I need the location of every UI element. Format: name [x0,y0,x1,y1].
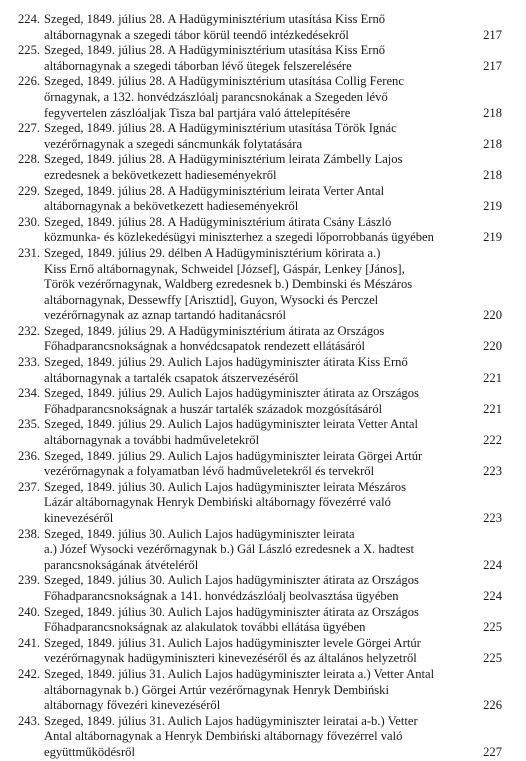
entry-line [44,324,502,340]
entry-line [44,449,502,465]
list-item [18,573,502,604]
entry-list [18,12,502,761]
page-number: 224 [483,557,502,572]
page-number: 219 [483,199,502,214]
entry-text: altábornagynak a bekövetkezett hadieseményekről [44,199,299,214]
list-item [18,43,502,74]
entry-text: vezérőrnagynak az aznap tartandó haditanácsról [44,308,286,323]
entry-text: Török vezérőrnagynak, Waldberg ezredesnek b.) Dembinski és Mészáros [44,277,413,292]
page-number: 223 [483,511,502,525]
entry-line [44,683,502,699]
entry-text: Kiss Ernő altábornagynak, Schweidel [József], Gáspár, Lenkey [János], [44,261,405,276]
entry-text: Szeged, 1849. július 30. Aulich Lajos hadügyminiszter leirata [44,526,355,541]
entry-text: altábornagy fővezéri kinevezéséről [44,698,221,713]
entry-text: Szeged, 1849. július 31. Aulich Lajos hadügyminiszter leiratai a-b.) Vetter [44,713,418,728]
entry-text: kinevezéséről [44,511,114,525]
entry-text: Főhadparancsnokságnak a 141. honvédzászlóalj beolvasztása ügyében [44,588,399,603]
entry-text: Szeged, 1849. július 29. Aulich Lajos hadügyminiszter leirata Vetter Antal [44,417,419,432]
entry-text: vezérőrnagynak a szegedi sáncmunkák folytatására [44,136,303,151]
entry-number: 226. [18,74,41,89]
page-number: 225 [483,651,502,666]
list-item [18,527,502,574]
page-number: 221 [483,370,502,385]
page-number: 225 [483,620,502,635]
entry-number: 228. [18,152,41,167]
page-number: 217 [483,27,502,42]
list-item [18,74,502,121]
entry-line [44,121,502,137]
page-number: 222 [483,433,502,448]
entry-text: Szeged, 1849. július 28. A Hadügyminisztérium leirata Verter Antal [44,183,385,198]
entry-text: Szeged, 1849. július 28. A Hadügyminisztérium utasítása Collig Ferenc [44,74,404,89]
entry-line [44,386,502,402]
entry-line [44,246,502,262]
entry-number: 243. [18,713,41,728]
entry-text: Antal altábornagynak a Henryk Dembiński altábornagy fővezérrel való [44,729,403,744]
entry-text: altábornagynak, Dessewffy [Arisztid], Guyon, Wysocki és Perczel [44,292,379,307]
list-item [18,636,502,667]
list-item [18,121,502,152]
entry-line [44,74,502,90]
entry-line [44,277,502,293]
entry-text: fegyvertelen zászlóaljak Tisza bal partjára való áttelepítésére [44,105,351,120]
entry-number: 235. [18,417,41,432]
entry-line [44,480,502,496]
entry-line [44,464,502,480]
entry-line [44,542,502,558]
entry-text: Főhadparancsnokságnak az alakulatok további ellátása ügyében [44,620,366,635]
entry-number: 229. [18,183,41,198]
entry-text: Főhadparancsnokságnak a honvédcsapatok rendezett ellátásáról [44,339,366,354]
entry-line [44,308,502,324]
page-number: 226 [483,698,502,713]
entry-line [44,12,502,28]
entry-number: 234. [18,386,41,401]
entry-line [44,433,502,449]
entry-number: 231. [18,245,41,260]
entry-text: Szeged, 1849. július 29. Aulich Lajos hadügyminiszter leirata Görgei Artúr [44,448,423,463]
entry-number: 225. [18,43,41,58]
list-item [18,417,502,448]
list-item [18,449,502,480]
entry-line [44,215,502,231]
entry-text: altábornagynak a tartalék csapatok átszervezéséről [44,370,299,385]
entry-text: vezérőrnagynak hadügyminiszteri kinevezéséről és az általános helyzetről [44,651,417,666]
entry-text: ezredesnek a bekövetkezett hadieseményekről [44,167,277,182]
entry-line [44,90,502,106]
list-item [18,386,502,417]
entry-line [44,137,502,153]
entry-line [44,152,502,168]
entry-text: Szeged, 1849. július 28. A Hadügyminisztérium átirata Csány László [44,214,392,229]
entry-line [44,698,502,714]
entry-line [44,339,502,355]
entry-text: parancsnokságának átvételéről [44,557,199,572]
entry-line [44,371,502,387]
list-item [18,152,502,183]
entry-text: altábornagynak a szegedi táborban lévő ütegek felszerelésére [44,58,352,73]
entry-text: Szeged, 1849. július 28. A Hadügyminisztérium leirata Zámbelly Lajos [44,152,403,167]
entry-number: 233. [18,355,41,370]
entry-line [44,495,502,511]
entry-line [44,262,502,278]
entry-line [44,355,502,371]
entry-line [44,527,502,543]
entry-line [44,168,502,184]
page-number: 227 [483,744,502,759]
entry-number: 240. [18,604,41,619]
entry-line [44,745,502,761]
entry-line [44,106,502,122]
page-number: 220 [483,308,502,323]
entry-number: 230. [18,214,41,229]
entry-number: 241. [18,635,41,650]
entry-line [44,230,502,246]
entry-number: 242. [18,666,41,681]
entry-text: Szeged, 1849. július 29. Aulich Lajos hadügyminiszter átirata Kiss Ernő [44,355,408,370]
entry-line [44,573,502,589]
entry-text: Szeged, 1849. július 30. Aulich Lajos hadügyminiszter leirata Mészáros [44,479,406,494]
entry-line [44,667,502,683]
list-item [18,667,502,714]
list-item [18,714,502,761]
page-number: 217 [483,58,502,73]
entry-number: 227. [18,121,41,136]
entry-text: altábornagynak a további hadműveletekről [44,433,260,448]
entry-number: 236. [18,448,41,463]
entry-line [44,293,502,309]
list-item [18,215,502,246]
page-number: 218 [483,167,502,182]
page-number: 218 [483,105,502,120]
entry-text: Szeged, 1849. július 29. Aulich Lajos hadügyminiszter átirata az Országos [44,386,419,401]
list-item [18,12,502,43]
entry-text: Szeged, 1849. július 29. A Hadügyminisztérium átirata az Országos [44,323,385,338]
entry-number: 232. [18,323,41,338]
entry-text: Szeged, 1849. július 28. A Hadügyminisztérium utasítása Kiss Ernő [44,43,386,58]
entry-line [44,605,502,621]
list-item [18,246,502,324]
entry-line [44,199,502,215]
entry-text: a.) Józef Wysocki vezérőrnagynak b.) Gál László ezredesnek a X. hadtest [44,542,415,557]
entry-text: közmunka- és közlekedésügyi miniszterhez a szegedi lőporrobbanás ügyében [44,230,434,245]
entry-text: Szeged, 1849. július 31. Aulich Lajos hadügyminiszter levele Görgei Artúr [44,635,421,650]
entry-text: Szeged, 1849. július 30. Aulich Lajos hadügyminiszter átirata az Országos [44,604,419,619]
entry-text: vezérőrnagynak a folyamatban lévő hadműveletekről és tervekről [44,464,375,479]
entry-line [44,714,502,730]
page-number: 219 [483,230,502,245]
page-number: 220 [483,339,502,354]
entry-text: altábornagynak b.) Görgei Artúr vezérőrnagynak Henryk Dembiński [44,682,389,697]
entry-text: Lázár altábornagynak Henryk Dembiński altábornagy fővezérré való [44,495,391,510]
entry-number: 238. [18,526,41,541]
page-number: 223 [483,464,502,479]
entry-text: Szeged, 1849. július 31. Aulich Lajos hadügyminiszter leirata a.) Vetter Antal [44,666,435,681]
entry-text: őrnagynak, a 132. honvédzászlóalj parancsnokának a Szegeden lévő [44,89,388,104]
entry-number: 224. [18,12,41,26]
entry-line [44,620,502,636]
list-item [18,184,502,215]
entry-text: Főhadparancsnokságnak a huszár tartalék századok mozgósításáról [44,401,383,416]
entry-text: Szeged, 1849. július 29. délben A Hadügyminisztérium körirata a.) [44,245,381,260]
entry-line [44,59,502,75]
entry-text: együttműködésről [44,744,135,759]
list-item [18,480,502,527]
page-number: 218 [483,136,502,151]
entry-text: Szeged, 1849. július 28. A Hadügyminisztérium utasítása Török Ignác [44,121,397,136]
entry-line [44,729,502,745]
entry-line [44,184,502,200]
list-item [18,355,502,386]
entry-text: altábornagynak a szegedi tábor körül teendő intézkedésekről [44,27,349,42]
entry-line [44,28,502,44]
entry-line [44,43,502,59]
page-number: 224 [483,588,502,603]
entry-line [44,402,502,418]
entry-text: Szeged, 1849. július 28. A Hadügyminisztérium utasítása Kiss Ernő [44,12,386,26]
entry-line [44,417,502,433]
entry-line [44,636,502,652]
entry-text: Szeged, 1849. július 30. Aulich Lajos hadügyminiszter átirata az Országos [44,573,419,588]
entry-line [44,589,502,605]
entry-number: 239. [18,573,41,588]
entry-line [44,511,502,527]
list-item [18,605,502,636]
list-item [18,324,502,355]
entry-line [44,558,502,574]
entry-number: 237. [18,479,41,494]
page-number: 221 [483,401,502,416]
entry-line [44,651,502,667]
